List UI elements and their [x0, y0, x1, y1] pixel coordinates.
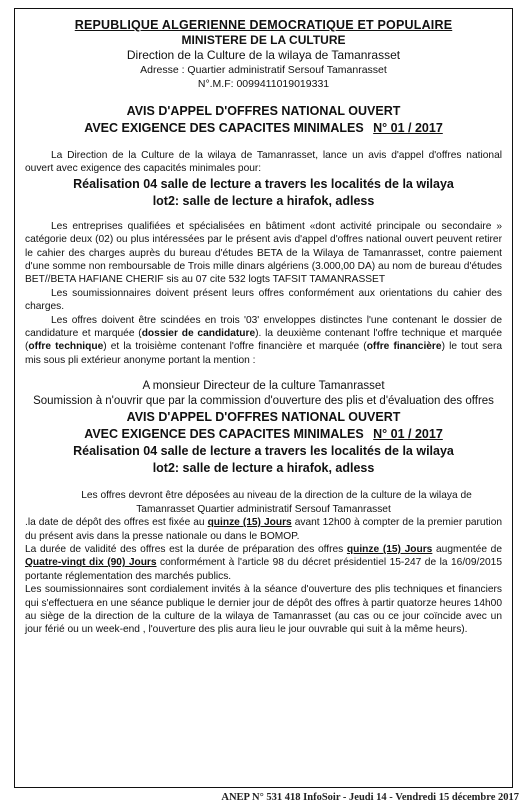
deposit-date-paragraph	[25, 516, 502, 543]
avis-title-repeat-1: AVIS D'APPEL D'OFFRES NATIONAL OUVERT	[126, 410, 401, 425]
deposit-date-text-c: avant 12h00 à compter de la premier parution du présent avis dans la presse nationale ou dans le BOMOP.	[25, 517, 503, 542]
nmf-line: N°.M.F: 0099411019019331	[197, 78, 330, 90]
avis-title-1: AVIS D'APPEL D'OFFRES NATIONAL OUVERT	[126, 104, 401, 118]
validity-text-e: conformément à l'article 98 du décret présidentiel 15-247 de la 16/09/2015 portante réglementation des marchés publics.	[25, 557, 502, 582]
mention-addressee: A monsieur Directeur de la culture Tamanrasset	[142, 380, 385, 393]
notice-content	[25, 17, 502, 637]
republic-heading: REPUBLIQUE ALGERIENNE DEMOCRATIQUE ET POPULAIRE	[74, 18, 453, 32]
avis-title-2	[25, 120, 502, 137]
project-lot: lot2: salle de lecture a hirafok, adless	[152, 193, 375, 208]
avis-title-repeat-2	[25, 426, 502, 443]
deposit-date-duration: quinze (15) Jours	[207, 517, 292, 529]
opening-session-paragraph: Les soumissionnaires sont cordialement invités à la séance d'ouverture des plis techniques et financiers qui s'effectuera en une séance publique le dernier jour de dépôt des offres à partir quatorze heures 14h00 au siège de la direction de la culture de la wilaya de Tamanrasset (au cas ou ce jour coïncide avec un jour férié ou un week-end , l'ouverture des plis aura lieu le jour ouvrable qui suit à la même heurs).	[25, 584, 502, 636]
project-lot-repeat: lot2: salle de lecture a hirafok, adless	[152, 461, 375, 476]
intro-paragraph: La Direction de la Culture de la wilaya de Tamanrasset, lance un avis d'appel d'offres national ouvert avec exigence des capacités minimales pour:	[25, 150, 502, 175]
address-line: Adresse : Quartier administratif Sersouf Tamanrasset	[140, 64, 387, 76]
validity-text-c: augmentée de	[432, 543, 502, 555]
validity-duration-2: Quatre-vingt dix (90) Jours	[25, 557, 157, 569]
deposit-location-paragraph: Les offres devront être déposées au niveau de la direction de la culture de la wilaya de Tamanrasset Quartier administratif Sersouf Tamanrasset	[81, 490, 472, 515]
envelopes-paragraph	[25, 314, 502, 368]
envelopes-text-e: ) et la troisième contenant l'offre financière et marquée (	[103, 341, 367, 353]
submission-paragraph: Les soumissionnaires doivent présent leurs offres conformément aux orientations du cahier des charges.	[25, 287, 502, 313]
direction-heading: Direction de la Culture de la wilaya de Tamanrasset	[126, 48, 401, 62]
avis-number-repeat: N° 01 / 2017	[373, 427, 443, 442]
avis-title-repeat-2-text: AVEC EXIGENCE DES CAPACITES MINIMALES	[84, 427, 364, 442]
publication-footer: ANEP N° 531 418 InfoSoir - Jeudi 14 - Vendredi 15 décembre 2017	[221, 792, 519, 803]
envelopes-text-c: ). la deuxième contenant l'offre technique et marquée (	[25, 328, 502, 353]
ministry-heading: MINISTERE DE LA CULTURE	[181, 33, 346, 47]
validity-text-a: La durée de validité des offres est la durée de préparation des offres	[25, 543, 347, 555]
deposit-date-text-a: .la date de dépôt des offres est fixée au	[25, 517, 208, 529]
project-title: Réalisation 04 salle de lecture a travers les localités de la wilaya	[73, 176, 454, 191]
envelopes-text-d: offre technique	[28, 341, 104, 353]
envelopes-text-f: offre financière	[366, 341, 442, 353]
validity-duration-1: quinze (15) Jours	[346, 543, 433, 555]
validity-paragraph	[25, 543, 502, 583]
avis-title-2-text: AVEC EXIGENCE DES CAPACITES MINIMALES	[84, 121, 364, 135]
envelopes-text-a: Les offres doivent être scindées en trois '03' enveloppes distinctes l'une contenant le dossier de candidature et marquée (	[25, 314, 502, 340]
envelopes-text-g: ) le tout sera mis sous pli extérieur anonyme portant la mention :	[25, 341, 502, 366]
eligibility-paragraph: Les entreprises qualifiées et spécialisées en bâtiment «dont activité principale ou secondaire » catégorie deux (02) ou plus intéressées par le présent avis d'appel d'offres national ouvert peuvent retirer le cahier des charges auprès du bureau d'études BETA de la Wilaya de Tamanrasset, contre paiement d'une somme non remboursable de Trois mille dinars algériens (3.000,00 DA) au nom de bureau d'études BET//BETA HAFIANE CHERIF sis au 07 cite 532 logts TAFSIT TAMANRASSET	[25, 220, 502, 286]
project-title-repeat: Réalisation 04 salle de lecture a travers les localités de la wilaya	[73, 444, 454, 459]
notice-frame	[14, 8, 513, 788]
envelopes-text-b: dossier de candidature	[141, 328, 256, 340]
mention-line: Soumission à n'ouvrir que par la commission d'ouverture des plis et d'évaluation des offres	[33, 395, 494, 408]
avis-number: N° 01 / 2017	[373, 121, 443, 135]
